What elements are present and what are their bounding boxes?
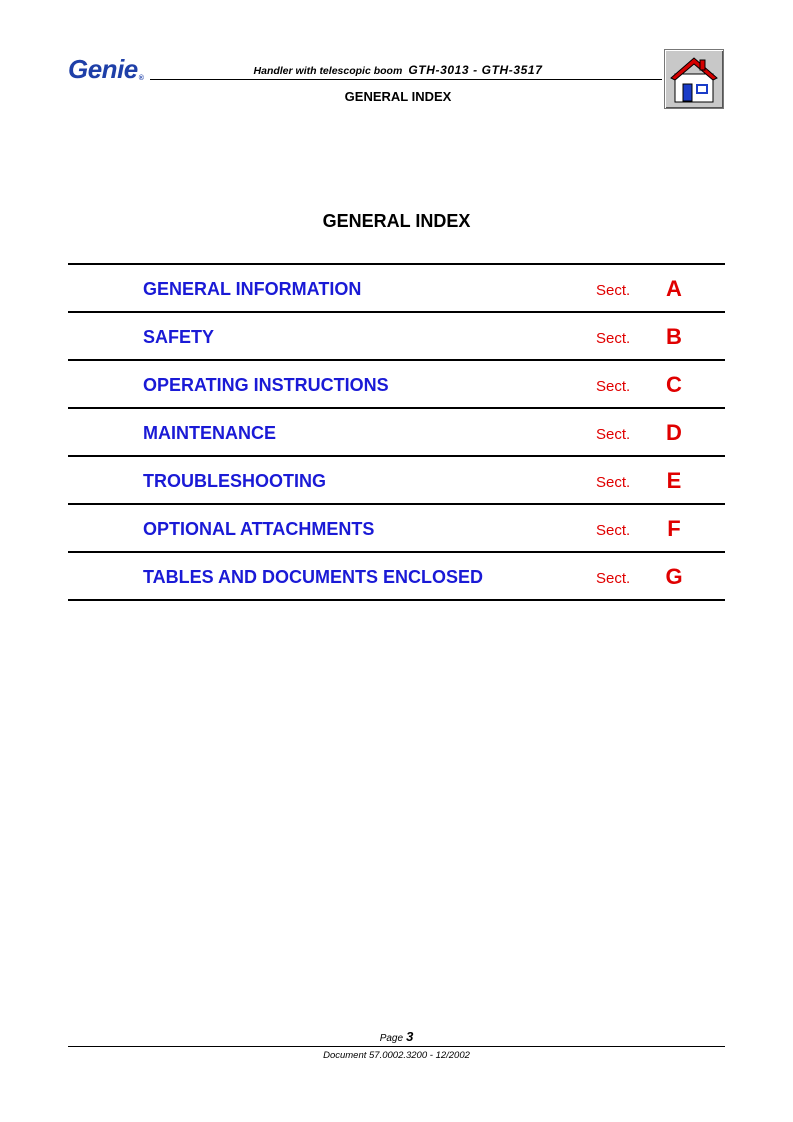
index-link-label[interactable]: OPTIONAL ATTACHMENTS (143, 519, 375, 539)
sect-label: Sect. (596, 522, 631, 539)
header-section-title: GENERAL INDEX (344, 89, 452, 104)
section-letter: C (666, 372, 682, 397)
index-row-general-information[interactable] (68, 265, 725, 313)
header-subtitle (150, 63, 646, 77)
index-row-optional-attachments[interactable] (68, 505, 725, 553)
index-link-label[interactable]: GENERAL INFORMATION (143, 279, 362, 299)
index-row-troubleshooting[interactable] (68, 457, 725, 505)
index-link-label[interactable]: OPERATING INSTRUCTIONS (143, 375, 389, 395)
footer-page (0, 1029, 793, 1044)
section-letter: F (667, 516, 681, 541)
footer-divider (68, 1046, 725, 1047)
home-button[interactable] (664, 49, 724, 109)
index-row-tables-and-documents[interactable] (68, 553, 725, 601)
index-row-maintenance[interactable] (68, 409, 725, 457)
sect-label: Sect. (596, 378, 631, 395)
sect-label: Sect. (596, 282, 631, 299)
machine-description: Handler with telescopic boom (253, 65, 403, 77)
sect-label: Sect. (596, 426, 631, 443)
document-reference: Document 57.0002.3200 - 12/2002 (323, 1050, 470, 1061)
sect-label: Sect. (596, 474, 631, 491)
page-number: 3 (406, 1029, 414, 1044)
index-link-label[interactable]: SAFETY (143, 327, 215, 347)
sect-label: Sect. (596, 330, 631, 347)
section-letter: D (666, 420, 682, 445)
page-title: GENERAL INDEX (322, 211, 471, 231)
index-row-safety[interactable] (68, 313, 725, 361)
header-divider (150, 79, 662, 80)
model-numbers: GTH-3013 - GTH-3517 (408, 63, 543, 77)
page-label: Page (379, 1033, 404, 1044)
index-row-operating-instructions[interactable] (68, 361, 725, 409)
sect-label: Sect. (596, 570, 631, 587)
section-letter: B (666, 324, 682, 349)
section-letter: A (666, 276, 682, 301)
index-link-label[interactable]: TROUBLESHOOTING (143, 471, 326, 491)
genie-logo (68, 56, 143, 82)
home-icon (669, 54, 719, 104)
section-letter: G (665, 564, 683, 589)
index-link-label[interactable]: TABLES AND DOCUMENTS ENCLOSED (143, 567, 484, 587)
registered-mark: ® (138, 75, 144, 82)
logo-text: Genie (68, 54, 138, 84)
section-letter: E (666, 468, 682, 493)
index-table (68, 263, 725, 601)
index-link-label[interactable]: MAINTENANCE (143, 423, 276, 443)
